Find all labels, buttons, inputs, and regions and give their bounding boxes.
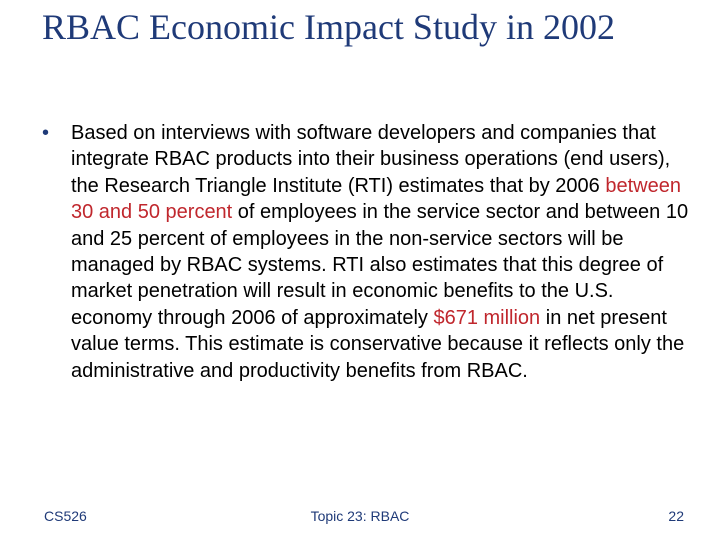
highlight-dollar-amount: $671 million xyxy=(433,306,541,329)
footer-page-number: 22 xyxy=(668,508,684,524)
bullet-text-part-3: in net present value terms. This estimate is conservative because it reflects only the administrative and productivity benefits from RBAC. xyxy=(71,306,685,382)
bullet-item xyxy=(42,120,698,384)
footer-topic: Topic 23: RBAC xyxy=(310,508,410,524)
footer-course-code: CS526 xyxy=(44,508,87,524)
bullet-text-part-2: of employees in the service sector and between 10 and 25 percent of employees in the non-service sectors will be managed by RBAC systems. RTI also estimates that this degree of market penetration will result in economic benefits to the U.S. economy through 2006 of approximately xyxy=(71,201,689,329)
bullet-marker: • xyxy=(42,122,50,144)
highlight-percent-range: between 30 and 50 percent xyxy=(71,174,681,224)
bullet-text-part-1: Based on interviews with software developers and companies that integrate RBAC products into their business operations (end users), the Research Triangle Institute (RTI) estimates that by 2006 xyxy=(71,122,671,197)
slide-title: RBAC Economic Impact Study in 2002 xyxy=(42,7,615,47)
bullet-list xyxy=(42,120,698,384)
